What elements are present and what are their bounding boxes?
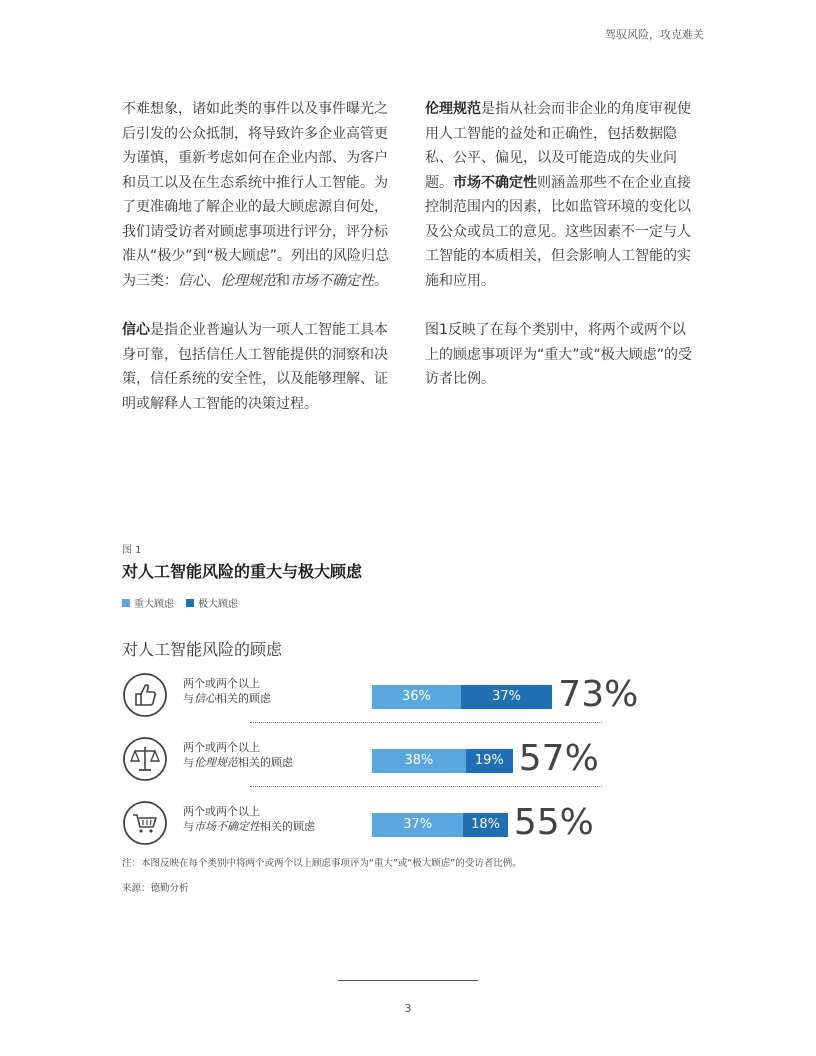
bar-segment-extreme: 19%	[466, 749, 513, 773]
row-separator	[250, 786, 602, 787]
category-label-suffix: 相关的顾虑	[260, 820, 315, 833]
chart-row	[122, 800, 602, 848]
running-header: 驾驭风险，攻克难关	[605, 28, 704, 41]
paragraph-confidence	[122, 318, 390, 416]
left-text-column	[122, 97, 390, 441]
legend-label-extreme: 极大顾虑	[198, 599, 238, 610]
category-label-suffix: 相关的顾虑	[216, 692, 271, 705]
footer-rule	[338, 980, 478, 981]
category-label-line2	[183, 755, 293, 770]
legend-swatch-major	[122, 599, 130, 607]
category-label-term: 市场不确定性	[194, 820, 260, 833]
total-percentage: 57%	[518, 738, 599, 779]
bar-segment-extreme: 18%	[463, 813, 507, 837]
figure-title: 对人工智能风险的重大与极大顾虑	[122, 562, 363, 581]
legend-item-major	[122, 595, 174, 610]
paragraph-ethics-market	[425, 97, 693, 293]
bar-segment-major: 37%	[372, 813, 463, 837]
category-label-term: 伦理规范	[194, 756, 238, 769]
ethics-definition: 是指从社会而非企业的角度审视使用人工智能的益处和正确性，包括数据隐私、公平、偏见，以及可能造成的失业问题。	[425, 101, 691, 191]
chart-legend	[122, 595, 238, 610]
category-label-prefix: 与	[183, 820, 194, 833]
category-label-prefix: 与	[183, 756, 194, 769]
category-label-line2	[183, 691, 271, 706]
figure-note: 注：本图反映在每个类别中将两个或两个以上顾虑事项评为“重大”或“极大顾虑”的受访者比例。	[122, 858, 522, 869]
legend-swatch-extreme	[186, 599, 194, 607]
term-ethics: 伦理规范	[425, 101, 481, 117]
row-separator	[250, 722, 602, 723]
paragraph-intro	[122, 97, 390, 293]
category-label-line1: 两个或两个以上	[183, 741, 260, 754]
figure-source: 来源：德勤分析	[122, 883, 189, 894]
category-term-market: 市场不确定性	[290, 272, 374, 289]
category-label-line1: 两个或两个以上	[183, 805, 260, 818]
chart-row	[122, 736, 602, 784]
page-number: 3	[404, 1002, 412, 1015]
right-text-column	[425, 97, 693, 417]
conjunction-text: 和	[276, 272, 290, 289]
category-label	[183, 804, 315, 834]
category-term-confidence: 信心	[178, 272, 206, 289]
balance-scale-icon	[122, 736, 168, 782]
total-percentage: 55%	[513, 802, 594, 843]
category-label	[183, 740, 293, 770]
separator-text: 、	[206, 272, 220, 289]
category-label-suffix: 相关的顾虑	[238, 756, 293, 769]
category-label	[183, 676, 271, 706]
legend-item-extreme	[186, 595, 238, 610]
market-definition: 则涵盖那些不在企业直接控制范围内的因素，比如监管环境的变化以及公众或员工的意见。这些因素不一定与人工智能的本质相关，但会影响人工智能的实施和应用。	[425, 174, 691, 289]
confidence-definition: 是指企业普遍认为一项人工智能工具本身可靠，包括信任人工智能提供的洞察和决策，信任系统的安全性，以及能够理解、证明或解释人工智能的决策过程。	[122, 322, 388, 412]
term-confidence: 信心	[122, 322, 150, 338]
category-label-line1: 两个或两个以上	[183, 677, 260, 690]
paragraph-figure-intro: 图1反映了在每个类别中，将两个或两个以上的顾虑事项评为“重大”或“极大顾虑”的受访者比例。	[425, 322, 693, 387]
chart-subtitle: 对人工智能风险的顾虑	[122, 640, 283, 659]
bar-segment-extreme: 37%	[461, 685, 552, 709]
category-label-prefix: 与	[183, 692, 194, 705]
chart-row	[122, 672, 639, 720]
total-percentage: 73%	[558, 674, 639, 715]
legend-label-major: 重大顾虑	[134, 599, 174, 610]
shopping-cart-icon	[122, 800, 168, 846]
category-term-ethics: 伦理规范	[220, 272, 276, 289]
term-market-uncertainty: 市场不确定性	[453, 174, 537, 191]
category-label-term: 信心	[194, 692, 216, 705]
category-label-line2	[183, 819, 315, 834]
figure-label: 图 1	[122, 545, 142, 556]
bar-segment-major: 36%	[372, 685, 461, 709]
thumbs-up-icon	[122, 672, 168, 718]
period-text: 。	[374, 272, 388, 289]
intro-text: 不难想象，诸如此类的事件以及事件曝光之后引发的公众抵制，将导致许多企业高管更为谨慎，重新考虑如何在企业内部、为客户和员工以及在生态系统中推行人工智能。为了更准确地了解企业的最大顾虑源自何处，我们请受访者对顾虑事项进行评分，评分标准从“极少”到“极大顾虑”。列出的风险归总为三类：	[122, 101, 390, 289]
bar-segment-major: 38%	[372, 749, 466, 773]
